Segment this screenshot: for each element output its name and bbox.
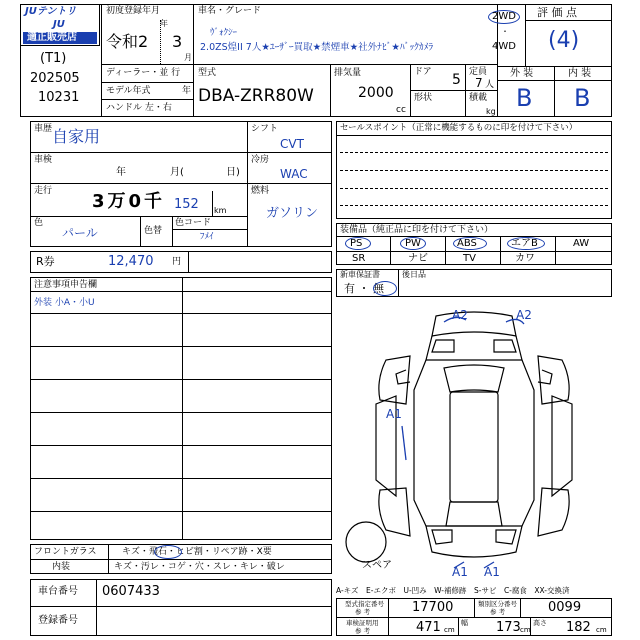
reg-label: 初度登録年月 [106, 6, 161, 16]
equip-sr: SR [352, 253, 366, 264]
spare-label: スペア [362, 560, 392, 571]
chassis-value: 0607433 [102, 584, 160, 599]
name-line1: ｳﾞｫｸｼｰ [210, 28, 238, 38]
cert-label2: 参 考 [355, 627, 371, 635]
model-year-mark: 年 [182, 86, 192, 96]
displacement-label: 排気量 [334, 68, 362, 78]
cert-width-unit: cm [520, 626, 531, 634]
load-unit: kg [486, 107, 496, 116]
model-year-label: モデル年式 [106, 86, 151, 96]
mileage-unit: km [214, 206, 227, 215]
notes-block [30, 277, 332, 540]
cert-width-label: 幅 [461, 619, 468, 627]
displacement-unit: cc [396, 105, 406, 115]
cert-height: 182 [566, 620, 591, 635]
grade-value: (4) [548, 28, 580, 53]
usage-label: 車歴 [34, 124, 53, 134]
reg-month-mark: 月 [184, 53, 192, 62]
equip-aw: AW [573, 238, 590, 249]
fuel-label: 燃料 [251, 186, 270, 196]
warranty-value: 有 ・ 無 [344, 282, 384, 295]
mileage-label: 走行 [34, 186, 53, 196]
name-label: 車名・グレード [198, 6, 262, 16]
registration-label: 登録番号 [38, 615, 78, 626]
capacity-unit: 人 [485, 80, 495, 90]
logo-bottom: 適正販売店 [27, 32, 77, 43]
cert-width: 173 [496, 620, 521, 635]
name-line2: 2.0ZS煌II 7人★ﾕｰｻﾞｰ買取★禁煙車★社外ﾅﾋﾞ★ﾊﾞｯｸｶﾒﾗ [200, 42, 434, 53]
damage-a1-left: A1 [452, 565, 468, 579]
type-cert-label2: 参 考 [355, 608, 371, 616]
handle-label: ハンドル 左・右 [106, 103, 172, 113]
logo-mid: JU [53, 19, 65, 30]
mileage-sub: 152 [174, 197, 199, 212]
type-cert-label1: 型式指定番号 [345, 600, 384, 608]
interior-label: 内装 [52, 562, 71, 572]
damage-a2-left: A2 [452, 308, 468, 322]
class-no-value: 0099 [548, 600, 582, 615]
color-code: ﾌﾒｲ [200, 232, 214, 242]
stock-no2: 10231 [38, 90, 80, 105]
damage-legend: A-キズ E-エクボ U-凹み W-補修跡 S-サビ C-腐食 XX-交換済 [336, 586, 570, 595]
recycle-label: R券 [36, 255, 55, 268]
grade-ext-label: 外 装 [510, 68, 534, 79]
warranty-after: 後日品 [402, 270, 426, 279]
recycle-unit: 円 [172, 257, 182, 267]
cert-height-label: 高さ [533, 619, 547, 627]
equipment-label: 装備品（純正品に印を付けて下さい） [340, 225, 494, 235]
damage-a1-side: A1 [386, 407, 402, 421]
model-value: DBA-ZRR80W [198, 86, 314, 106]
color-change: 色替 [144, 226, 163, 236]
grade-label: 評 価 点 [537, 6, 577, 19]
color-code-label: 色コード [175, 218, 212, 228]
reg-year-mark: 年 [160, 19, 168, 28]
inspection-month: 月( [170, 167, 184, 178]
cert-label1: 車検証明用 [346, 619, 379, 627]
fuel-value: ガソリン [266, 206, 319, 221]
drive-4wd: 4WD [492, 41, 516, 52]
equip-tv: TV [463, 253, 476, 264]
capacity-label: 定員 [469, 67, 488, 77]
notes-label: 注意事項申告欄 [34, 280, 98, 290]
reg-month: 3 [172, 32, 183, 51]
usage-value: 自家用 [52, 127, 101, 146]
class-no-label1: 類別区分番号 [478, 600, 517, 608]
interior-value: キズ・汚レ・コゲ・穴・スレ・キレ・破レ [114, 562, 285, 572]
mileage-value: 3万0千 [92, 191, 166, 212]
glass-label: フロントガラス [34, 547, 97, 557]
model-label: 型式 [198, 68, 217, 78]
capacity-value: 7 [475, 76, 483, 90]
stock-no1: 202505 [30, 71, 80, 86]
dealer-label: ディーラー・並 行 [106, 68, 181, 78]
reg-era: 令和2 [106, 32, 149, 51]
equip-leather: カワ [515, 253, 535, 264]
equip-airbag: エアB [511, 238, 538, 249]
logo-top: JUテントリ [25, 6, 77, 17]
glass-value: キズ・飛石・ヒビ割・リペア跡・X要 [122, 547, 272, 557]
shift-label: シフト [251, 124, 279, 134]
cert-length: 471 [416, 620, 441, 635]
damage-a1-right: A1 [484, 565, 500, 579]
cert-height-unit: cm [596, 626, 607, 634]
ac-value: WAC [280, 167, 308, 181]
equip-abs: ABS [457, 238, 477, 249]
type-cert-value: 17700 [412, 600, 454, 615]
inspection-label: 車検 [34, 155, 53, 165]
inspection-year: 年 [116, 167, 126, 178]
shape-label: 形状 [414, 93, 433, 103]
doors-label: ドア [414, 67, 432, 77]
displacement-value: 2000 [358, 85, 394, 101]
grade-ext: B [516, 84, 533, 112]
chassis-label: 車台番号 [38, 586, 78, 597]
sales-label: セールスポイント（正常に機能するものに印を付けて下さい） [340, 123, 578, 133]
warranty-label: 新車保証書 [340, 270, 380, 279]
color-label: 色 [34, 218, 44, 228]
grade-int: B [574, 84, 591, 112]
cert-length-unit: cm [444, 626, 455, 634]
damage-a2-right: A2 [516, 308, 532, 322]
car-diagram [336, 300, 612, 582]
color-value: パール [62, 226, 98, 240]
doors-value: 5 [452, 72, 461, 88]
load-label: 積載 [469, 93, 488, 103]
recycle-value: 12,470 [108, 254, 154, 269]
equip-ps: PS [350, 238, 363, 249]
shift-value: CVT [280, 137, 304, 151]
drive-2wd: 2WD [492, 11, 516, 22]
equip-pw: PW [405, 238, 421, 249]
grade-int-label: 内 装 [568, 68, 592, 79]
stock-t1: (T1) [40, 51, 67, 66]
class-no-label2: 参 考 [490, 608, 506, 616]
logo [20, 4, 100, 46]
ac-label: 冷房 [251, 155, 270, 165]
equip-navi: ナビ [408, 253, 428, 264]
inspection-day: 日) [226, 167, 240, 178]
notes-line1: 外装 小A・小U [34, 298, 95, 308]
